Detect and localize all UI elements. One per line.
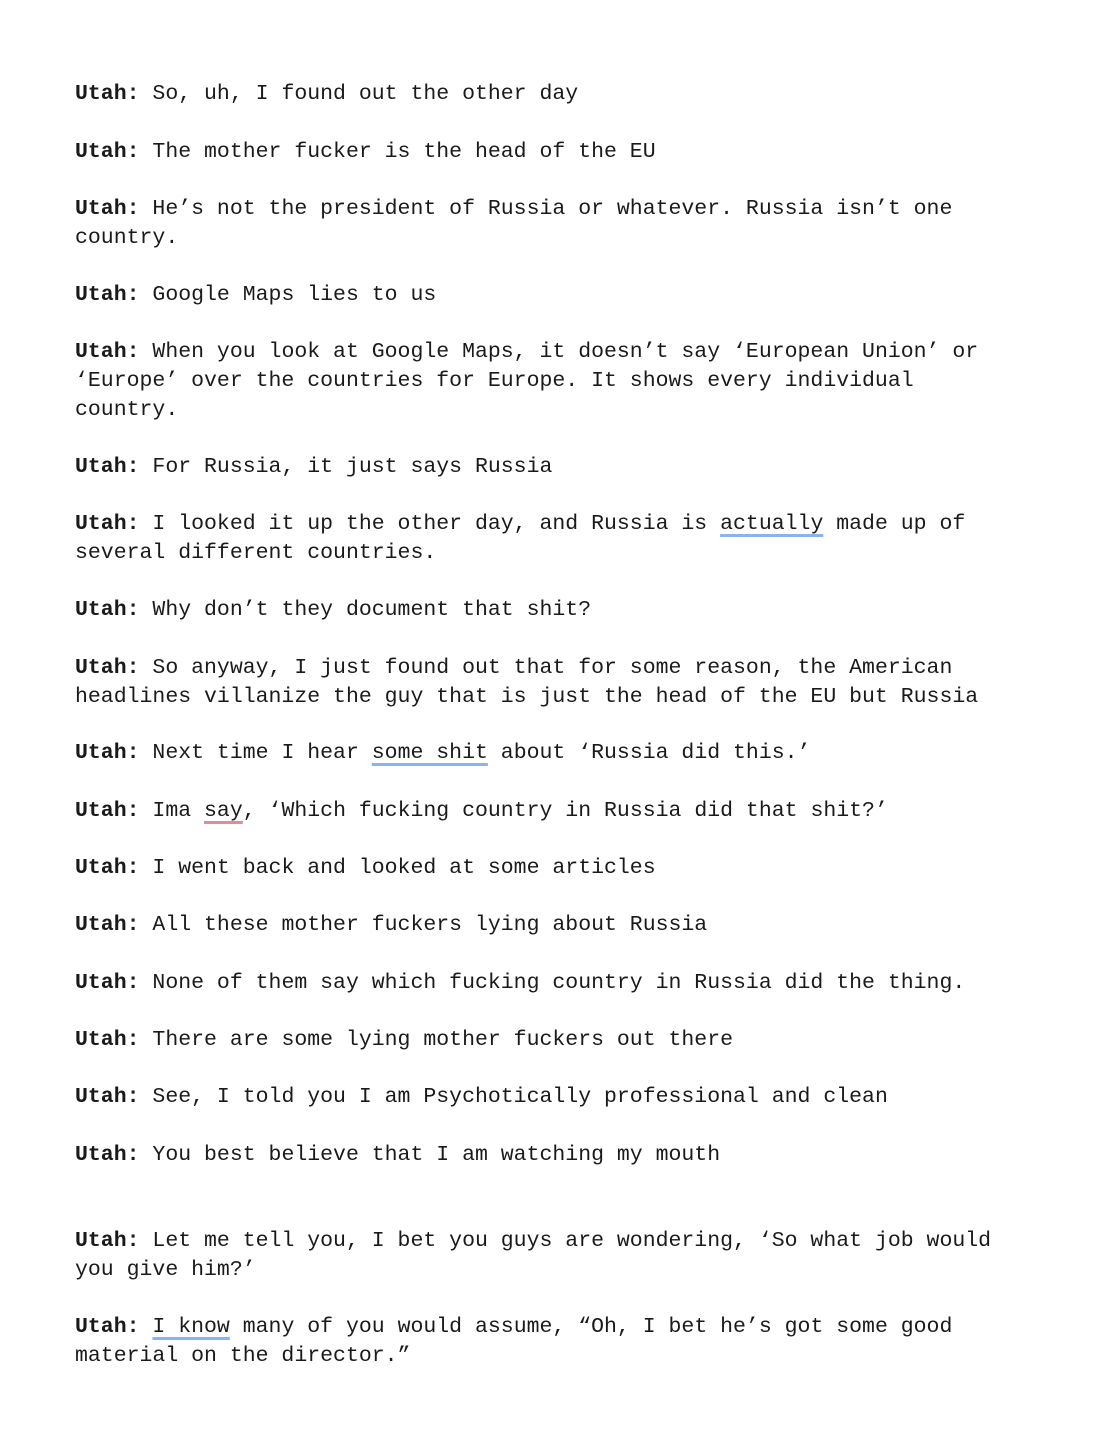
speaker-label: Utah: — [75, 197, 140, 221]
line-text: For Russia, it just says Russia — [152, 455, 553, 479]
line-text: Why don’t they document that shit? — [152, 598, 592, 622]
transcript-line — [75, 338, 1025, 425]
spelling-error-underline[interactable]: say — [204, 799, 243, 823]
line-text: The mother fucker is the head of the EU — [152, 140, 656, 164]
line-text: made up of several different countries. — [75, 512, 979, 565]
line-text: None of them say which fucking country in Russia did the thing. — [152, 971, 966, 995]
line-text: many of you would assume, “Oh, I bet he’s got some good material on the director.” — [75, 1315, 966, 1368]
line-text: I looked it up the other day, and Russia is — [152, 512, 721, 536]
grammar-suggestion-underline[interactable]: some shit — [371, 741, 488, 765]
speaker-label: Utah: — [75, 799, 140, 823]
transcript-line — [75, 1026, 1025, 1055]
speaker-label: Utah: — [75, 971, 140, 995]
speaker-label: Utah: — [75, 283, 140, 307]
grammar-suggestion-underline[interactable]: I know — [152, 1315, 230, 1339]
line-text: So, uh, I found out the other day — [152, 82, 579, 106]
speaker-label: Utah: — [75, 82, 140, 106]
transcript-line — [75, 1227, 1025, 1285]
line-text: about ‘Russia did this.’ — [487, 741, 811, 765]
speaker-label: Utah: — [75, 340, 140, 364]
speaker-label: Utah: — [75, 656, 140, 680]
line-text: All these mother fuckers lying about Russia — [152, 913, 708, 937]
transcript-line — [75, 797, 1025, 826]
line-text: I went back and looked at some articles — [152, 856, 656, 880]
transcript-line — [75, 911, 1025, 940]
speaker-label: Utah: — [75, 1028, 140, 1052]
line-text: When you look at Google Maps, it doesn’t say ‘European Union’ or ‘Europe’ over the countries for Europe. It shows every individual country. — [75, 340, 992, 422]
transcript-line — [75, 739, 1025, 768]
speaker-label: Utah: — [75, 598, 140, 622]
line-text: , ‘Which fucking country in Russia did that shit?’ — [242, 799, 888, 823]
transcript-line — [75, 281, 1025, 310]
transcript-line — [75, 138, 1025, 167]
transcript-line — [75, 654, 1025, 712]
line-text: You best believe that I am watching my mouth — [152, 1143, 721, 1167]
speaker-label: Utah: — [75, 1085, 140, 1109]
speaker-label: Utah: — [75, 741, 140, 765]
line-text: Google Maps lies to us — [152, 283, 437, 307]
speaker-label: Utah: — [75, 455, 140, 479]
line-text: Ima — [152, 799, 205, 823]
transcript-line — [75, 195, 1025, 253]
transcript-line — [75, 1083, 1025, 1112]
line-text: See, I told you I am Psychotically professional and clean — [152, 1085, 888, 1109]
transcript-line — [75, 1313, 1025, 1371]
line-text: Next time I hear — [152, 741, 372, 765]
line-text: There are some lying mother fuckers out there — [152, 1028, 734, 1052]
line-text: Let me tell you, I bet you guys are wondering, ‘So what job would you give him?’ — [75, 1229, 1004, 1282]
speaker-label: Utah: — [75, 856, 140, 880]
transcript-line — [75, 596, 1025, 625]
grammar-suggestion-underline[interactable]: actually — [720, 512, 824, 536]
line-text: He’s not the president of Russia or whatever. Russia isn’t one country. — [75, 197, 966, 250]
transcript-line — [75, 453, 1025, 482]
speaker-label: Utah: — [75, 140, 140, 164]
transcript-line — [75, 854, 1025, 883]
speaker-label: Utah: — [75, 1315, 140, 1339]
speaker-label: Utah: — [75, 913, 140, 937]
transcript-line — [75, 80, 1025, 109]
speaker-label: Utah: — [75, 512, 140, 536]
transcript-line — [75, 969, 1025, 998]
transcript-line — [75, 510, 1025, 568]
speaker-label: Utah: — [75, 1229, 140, 1253]
line-text: So anyway, I just found out that for some reason, the American headlines villanize the guy that is just the head of the EU but Russia — [75, 656, 979, 709]
speaker-label: Utah: — [75, 1143, 140, 1167]
transcript-line — [75, 1141, 1025, 1170]
